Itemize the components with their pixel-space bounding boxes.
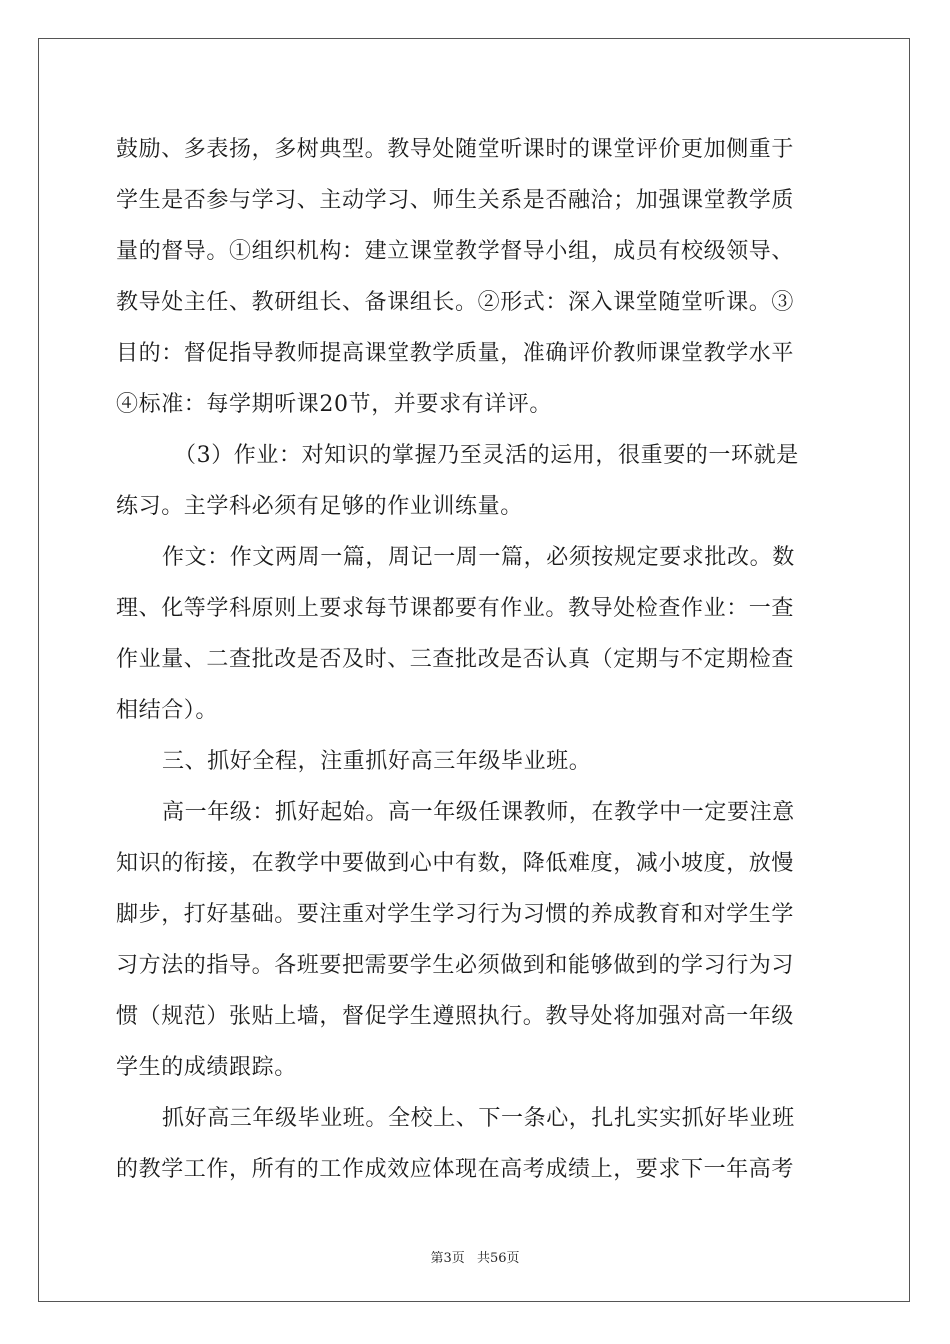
text-line: 教导处主任、教研组长、备课组长。②形式：深入课堂随堂听课。③ (116, 290, 795, 315)
text-line: 作业量、二查批改是否及时、三查批改是否认真（定期与不定期检查 (116, 647, 795, 672)
page-footer (0, 1247, 950, 1266)
section-heading: 三、抓好全程，注重抓好高三年级毕业班。 (162, 749, 592, 774)
text-line: 惯（规范）张贴上墙，督促学生遵照执行。教导处将加强对高一年级 (116, 1004, 795, 1029)
text-line: 相结合）。 (116, 698, 219, 723)
text-line: 目的：督促指导教师提高课堂教学质量，准确评价教师课堂教学水平 (116, 341, 795, 366)
text-line: 学生是否参与学习、主动学习、师生关系是否融洽；加强课堂教学质 (116, 188, 795, 213)
text-line: 练习。主学科必须有足够的作业训练量。 (116, 494, 523, 519)
paragraph-start-line: （3）作业：对知识的掌握乃至灵活的运用，很重要的一环就是 (174, 443, 799, 468)
text-line: 量的督导。①组织机构：建立课堂教学督导小组，成员有校级领导、 (116, 239, 795, 264)
page-total: 共56页 (476, 1251, 520, 1266)
text-line: 习方法的指导。各班要把需要学生必须做到和能够做到的学习行为习 (116, 953, 795, 978)
text-line: 学生的成绩跟踪。 (116, 1055, 297, 1080)
page-number: 第3页 (430, 1251, 465, 1266)
paragraph-start-line: 作文：作文两周一篇，周记一周一篇，必须按规定要求批改。数 (162, 545, 795, 570)
paragraph-start-line: 高一年级：抓好起始。高一年级任课教师，在教学中一定要注意 (162, 800, 795, 825)
document-body (116, 124, 838, 1195)
text-line: 知识的衔接，在教学中要做到心中有数，降低难度，减小坡度，放慢 (116, 851, 795, 876)
text-line: 鼓励、多表扬，多树典型。教导处随堂听课时的课堂评价更加侧重于 (116, 137, 795, 162)
text-line: 的教学工作，所有的工作成效应体现在高考成绩上，要求下一年高考 (116, 1157, 795, 1182)
paragraph-start-line: 抓好高三年级毕业班。全校上、下一条心，扎扎实实抓好毕业班 (162, 1106, 795, 1131)
text-line: 脚步，打好基础。要注重对学生学习行为习惯的养成教育和对学生学 (116, 902, 795, 927)
text-line: 理、化等学科原则上要求每节课都要有作业。教导处检查作业：一查 (116, 596, 795, 621)
text-line: ④标准：每学期听课20节，并要求有详评。 (116, 392, 552, 417)
